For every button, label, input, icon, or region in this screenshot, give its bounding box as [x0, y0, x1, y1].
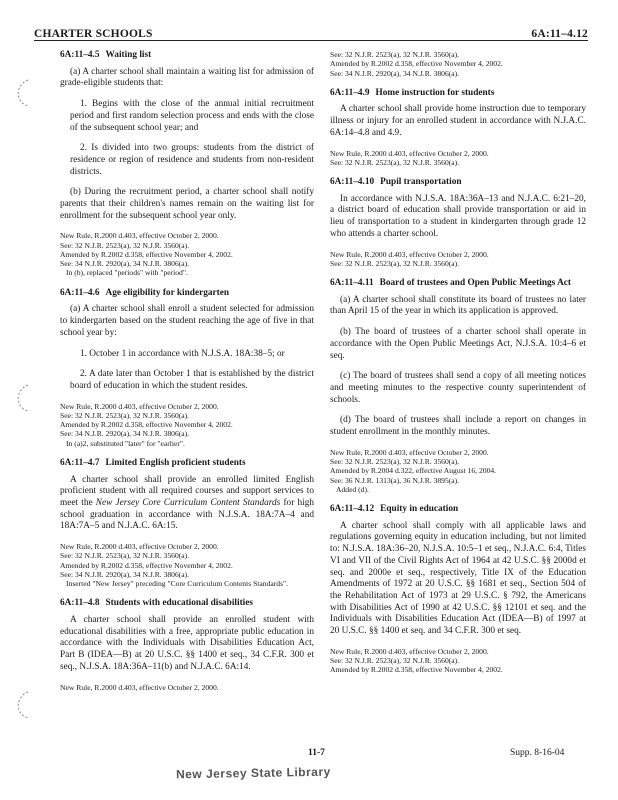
- history-notes: New Rule, R.2000 d.403, effective October 2, 2000. See: 32 N.J.R. 2523(a), 32 N.J.R. 3560(a). Amended by R.2002 d.358, effective November 4, 2002. See: 34 N.J.R. 2920(a), 34 N.J.R. 3806(a). In (a)2, substituted "later" for "earlier".: [60, 401, 233, 448]
- paragraph: A charter school shall provide an enrolled student with educational disabilities with a free, appropriate public education in accordance with the Individuals with Disabilities Education Act, Part B (IDEA—B) at 20 U.S.C. §§ 1400 et seq., 34 C.F.R. 300 et seq., N.J.S.A. 18A:36A–11(b) and N.J.A.C. 6A:14.: [60, 615, 314, 672]
- history-notes: New Rule, R.2000 d.403, effective October 2, 2000. See: 32 N.J.R. 2523(a), 32 N.J.R. 3560(a). Amended by R.2002 d.358, effective November 4, 2002.: [330, 646, 503, 675]
- history-notes: New Rule, R.2000 d.403, effective October 2, 2000. See: 32 N.J.R. 2523(a), 32 N.J.R. 3560(a). Amended by R.2002 d.358, effective November 4, 2002. See: 34 N.J.R. 2920(a), 34 N.J.R. 3806(a). Inserted "New Jersey" preceding "Core Curriculum Contents Standards".: [60, 542, 289, 589]
- history-notes: New Rule, R.2000 d.403, effective October 2, 2000.: [60, 682, 219, 692]
- list-item: 1. Begins with the close of the annual initial recruitment period and first random selection process and ends with the close of the subsequent school year; and: [70, 99, 314, 133]
- hole-punch-icon: [12, 383, 32, 413]
- paragraph: (d) The board of trustees shall include a report on changes in student enrollment in the monthly minutes.: [330, 415, 586, 438]
- page-number: 11-7: [308, 748, 325, 758]
- hole-punch-icon: [12, 690, 32, 720]
- section-heading: 6A:11–4.9 Home instruction for students: [330, 87, 495, 98]
- paragraph: (c) The board of trustees shall send a copy of all meeting notices and meeting minutes to the respective county superintendent of schools.: [330, 371, 586, 405]
- left-column: [60, 50, 314, 702]
- list-item: 2. A date later than October 1 that is established by the district board of education in which the student resides.: [70, 369, 314, 391]
- hole-punch-icon: [12, 78, 32, 108]
- header-title: CHARTER SCHOOLS: [34, 28, 153, 40]
- history-notes: New Rule, R.2000 d.403, effective October 2, 2000. See: 32 N.J.R. 2523(a), 32 N.J.R. 3560(a). Amended by R.2002 d.358, effective November 4, 2002. See: 34 N.J.R. 2920(a), 34 N.J.R. 3806(a). In (b), replaced "periods" with "period".: [60, 231, 233, 278]
- section-heading: 6A:11–4.5 Waiting list: [60, 50, 152, 60]
- list-item: 2. Is divided into two groups: students from the district of residence or region of residence and students from non-resident districts.: [70, 143, 314, 177]
- section-heading: 6A:11–4.12 Equity in education: [330, 504, 459, 515]
- paragraph: In accordance with N.J.S.A. 18A:36A–13 and N.J.A.C. 6:21–20, a district board of education shall provide transportation or aid in lieu of transportation to a student in kindergarten through grade 12 who attends a charter school.: [330, 193, 586, 239]
- paragraph: (b) The board of trustees of a charter school shall operate in accordance with the Open Public Meetings Act, N.J.S.A. 10:4–6 et seq.: [330, 327, 586, 361]
- paragraph: A charter school shall provide an enrolled limited English proficient student with all required courses and support services to meet the New Jersey Core Curriculum Content Standards for high school graduation in accordance with N.J.S.A. 18A:7A–4 and 18A:7A–5 and N.J.A.C. 6A:15.: [60, 474, 314, 532]
- section-heading: 6A:11–4.10 Pupil transportation: [330, 177, 462, 188]
- history-notes: New Rule, R.2000 d.403, effective October 2, 2000. See: 32 N.J.R. 2523(a), 32 N.J.R. 3560(a).: [330, 249, 489, 268]
- paragraph: (b) During the recruitment period, a charter school shall notify parents that their children's names remain on the waiting list for enrollment for the subsequent school year only.: [60, 187, 314, 221]
- running-header: [34, 22, 588, 41]
- paragraph: (a) A charter school shall constitute its board of trustees no later than April 15 of the year in which its application is approved.: [330, 294, 586, 317]
- section-heading: 6A:11–4.7 Limited English proficient students: [60, 457, 246, 468]
- history-notes: New Rule, R.2000 d.403, effective October 2, 2000. See: 32 N.J.R. 2523(a), 32 N.J.R. 3560(a). Amended by R.2004 d.322, effective August 16, 2004. See: 36 N.J.R. 1313(a), 36 N.J.R. 3895(a). Added (d).: [330, 447, 497, 494]
- section-heading: 6A:11–4.11 Board of trustees and Open Public Meetings Act: [330, 278, 572, 289]
- list-item: 1. October 1 in accordance with N.J.S.A. 18A:38–5; or: [80, 348, 285, 359]
- supplement-date: Supp. 8-16-04: [510, 748, 565, 758]
- history-notes: New Rule, R.2000 d.403, effective October 2, 2000. See: 32 N.J.R. 2523(a), 32 N.J.R. 3560(a).: [330, 148, 489, 167]
- right-column: [330, 50, 586, 685]
- paragraph: A charter school shall provide home instruction due to temporary illness or injury for an enrolled student in accordance with N.J.A.C. 6A:14–4.8 and 4.9.: [330, 104, 586, 138]
- history-notes: See: 32 N.J.R. 2523(a), 32 N.J.R. 3560(a). Amended by R.2002 d.358, effective November 4, 2002. See: 34 N.J.R. 2920(a), 34 N.J.R. 3806(a).: [330, 50, 503, 78]
- paragraph: (a) A charter school shall enroll a student selected for admission to kindergarten based on the student reaching the age of five in that school year by:: [60, 304, 314, 338]
- section-heading: 6A:11–4.6 Age eligibility for kindergarten: [60, 287, 230, 298]
- paragraph: (a) A charter school shall maintain a waiting list for admission of grade-eligible students that:: [60, 66, 314, 89]
- paragraph: A charter school shall comply with all applicable laws and regulations governing equity in education including, but not limited to: N.J.S.A. 18A:36–20, N.J.S.A. 10:5–1 et seq., N.J.A.C. 6:4, Titles VI and VII of the Civil Rights Act of 1964 at 42 U.S.C. §§ 2000d et seq. and 2000e et seq., respectively, Title IX of the Education Amendments of 1972 at 20 U.S.C. §§ 1681 et seq., Section 504 of the Rehabilitation Act of 1973 at 29 U.S.C. § 792, the Americans with Disabilities Act of 1990 at 42 U.S.C. §§ 12101 et seq. and the Individuals with Disabilities Education Act (IDEA—B) of 1997 at 20 U.S.C. §§ 1400 et seq. and 34 C.F.R. 300 et seq.: [330, 520, 586, 637]
- section-heading: 6A:11–4.8 Students with educational disabilities: [60, 598, 254, 609]
- library-stamp: New Jersey State Library: [175, 764, 331, 782]
- header-section-range: 6A:11–4.12: [531, 28, 588, 40]
